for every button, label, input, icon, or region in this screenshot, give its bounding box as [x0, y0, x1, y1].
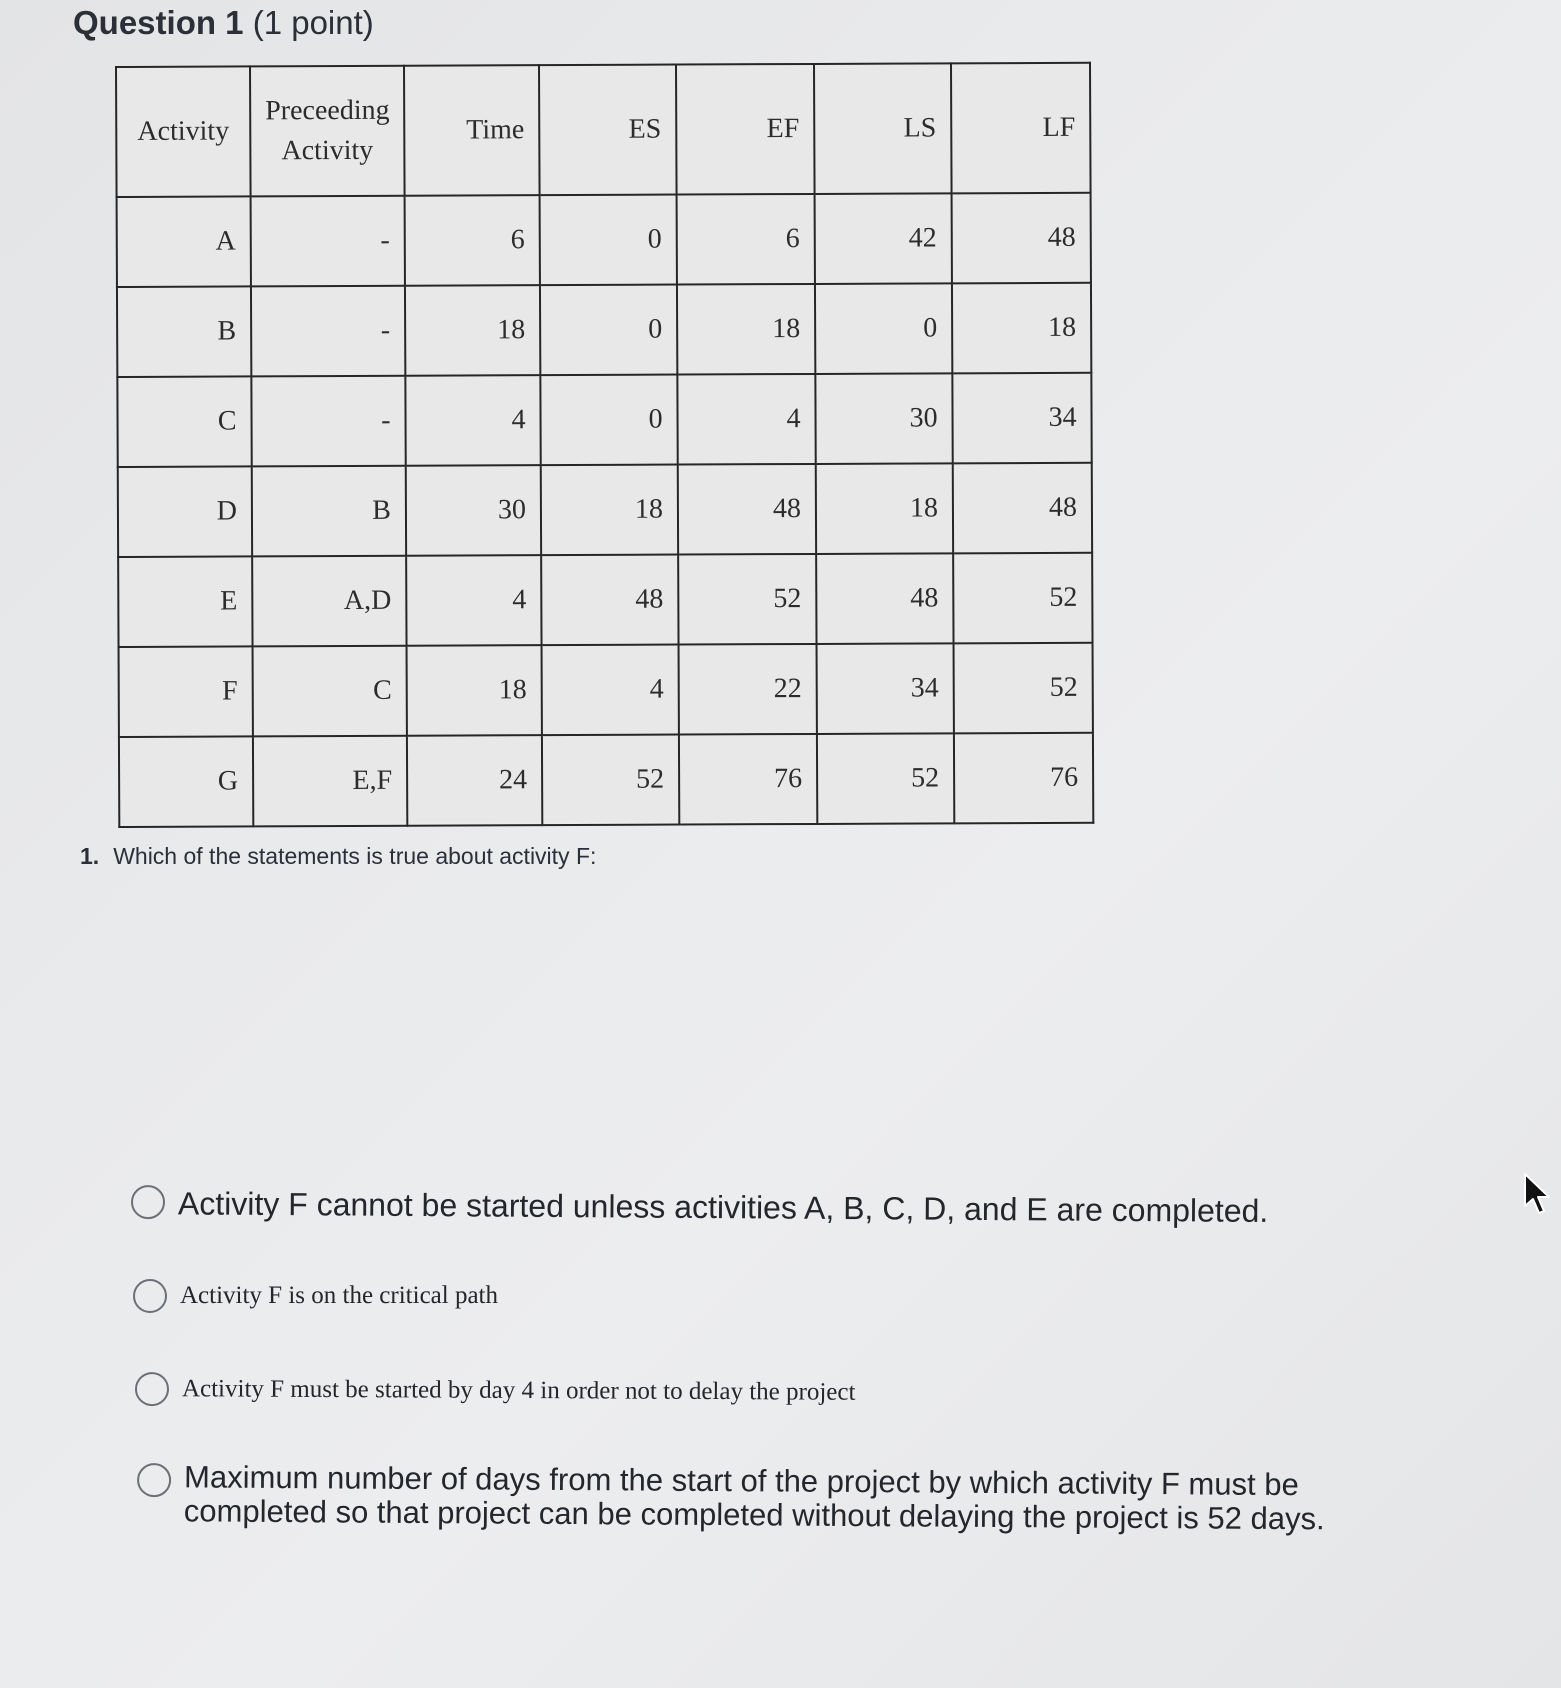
cell-activity: A — [117, 196, 251, 287]
cell-ef: 76 — [679, 734, 817, 825]
answer-option-4[interactable] — [137, 1460, 1334, 1536]
activity-table-image — [115, 62, 1092, 824]
cell-lf: 52 — [953, 553, 1092, 644]
cell-preceding: B — [252, 466, 406, 557]
cell-preceding: C — [253, 646, 407, 737]
header-ef: EF — [676, 64, 815, 195]
question-points: (1 point) — [243, 4, 374, 41]
table-row — [117, 283, 1091, 377]
prompt-number: 1. — [80, 843, 100, 869]
table-row — [117, 373, 1091, 467]
cell-lf: 48 — [952, 193, 1091, 284]
cell-ef: 52 — [678, 554, 816, 645]
cell-ls: 42 — [815, 193, 952, 284]
answer-option-1[interactable] — [131, 1185, 1269, 1229]
table-row — [119, 733, 1093, 827]
cell-ls: 48 — [816, 553, 953, 644]
cell-lf: 48 — [953, 463, 1092, 554]
cell-lf: 52 — [954, 643, 1093, 734]
table-row — [118, 463, 1092, 557]
cell-preceding: E,F — [253, 736, 407, 827]
cell-ls: 34 — [817, 643, 954, 734]
table-row — [117, 193, 1091, 287]
answer-option-text[interactable]: Activity F must be started by day 4 in order not to delay the project — [181, 1375, 856, 1406]
cell-ef: 4 — [677, 374, 815, 465]
radio-circle-icon[interactable] — [137, 1463, 171, 1497]
cell-activity: F — [119, 646, 253, 737]
cell-ef: 6 — [677, 194, 815, 285]
header-preceding-activity: Preceeding Activity — [250, 66, 405, 197]
cell-ls: 30 — [815, 373, 952, 464]
cell-preceding: - — [251, 376, 405, 467]
cell-time: 18 — [405, 285, 540, 376]
question-label: Question 1 — [73, 4, 244, 41]
cell-time: 18 — [407, 645, 542, 736]
question-title — [73, 4, 374, 42]
cell-es: 0 — [540, 285, 677, 376]
cell-ls: 18 — [816, 463, 953, 554]
cell-activity: E — [118, 556, 252, 647]
cell-lf: 34 — [952, 373, 1091, 464]
header-es: ES — [539, 65, 677, 196]
cell-activity: D — [118, 466, 252, 557]
answer-option-text[interactable]: Activity F is on the critical path — [180, 1282, 498, 1309]
radio-circle-icon[interactable] — [135, 1372, 169, 1406]
cell-es: 48 — [541, 555, 678, 646]
cell-ef: 48 — [678, 464, 816, 555]
header-ls: LS — [814, 63, 952, 194]
cell-time: 4 — [406, 555, 541, 646]
cell-es: 0 — [540, 195, 677, 286]
cell-es: 52 — [542, 735, 679, 826]
cell-es: 0 — [540, 375, 677, 466]
radio-circle-icon[interactable] — [131, 1185, 165, 1219]
cell-activity: B — [117, 286, 251, 377]
header-time: Time — [404, 65, 540, 196]
cell-time: 4 — [405, 375, 540, 466]
cell-time: 30 — [406, 465, 541, 556]
activity-table — [115, 62, 1094, 828]
cell-ef: 18 — [677, 284, 815, 375]
cell-time: 24 — [407, 735, 542, 826]
question-prompt — [80, 843, 596, 870]
cell-activity: G — [119, 736, 253, 827]
cell-lf: 76 — [954, 733, 1093, 824]
cell-preceding: - — [251, 196, 405, 287]
cell-time: 6 — [405, 195, 540, 286]
answer-option-3[interactable] — [135, 1372, 856, 1410]
answer-option-2[interactable] — [133, 1279, 498, 1313]
cell-es: 4 — [542, 645, 679, 736]
cell-ls: 0 — [815, 283, 952, 374]
cell-preceding: A,D — [252, 556, 406, 647]
cell-ls: 52 — [817, 733, 954, 824]
cell-activity: C — [117, 376, 251, 467]
answer-option-text[interactable]: Activity F cannot be started unless activities A, B, C, D, and E are completed. — [177, 1185, 1269, 1229]
prompt-text: Which of the statements is true about activity F: — [113, 843, 597, 869]
cell-ef: 22 — [679, 644, 817, 735]
table-row — [119, 643, 1093, 737]
table-header-row — [116, 63, 1091, 197]
answer-option-text[interactable]: Maximum number of days from the start of the project by which activity F must be completed so that project can be completed without delaying the project is 52 days. — [183, 1459, 1325, 1537]
radio-circle-icon[interactable] — [133, 1279, 167, 1313]
header-activity: Activity — [116, 66, 251, 197]
cell-lf: 18 — [952, 283, 1091, 374]
cell-preceding: - — [251, 286, 405, 377]
cell-es: 18 — [541, 465, 678, 556]
mouse-pointer-icon — [1522, 1172, 1552, 1216]
header-lf: LF — [951, 63, 1091, 194]
table-row — [118, 553, 1092, 647]
